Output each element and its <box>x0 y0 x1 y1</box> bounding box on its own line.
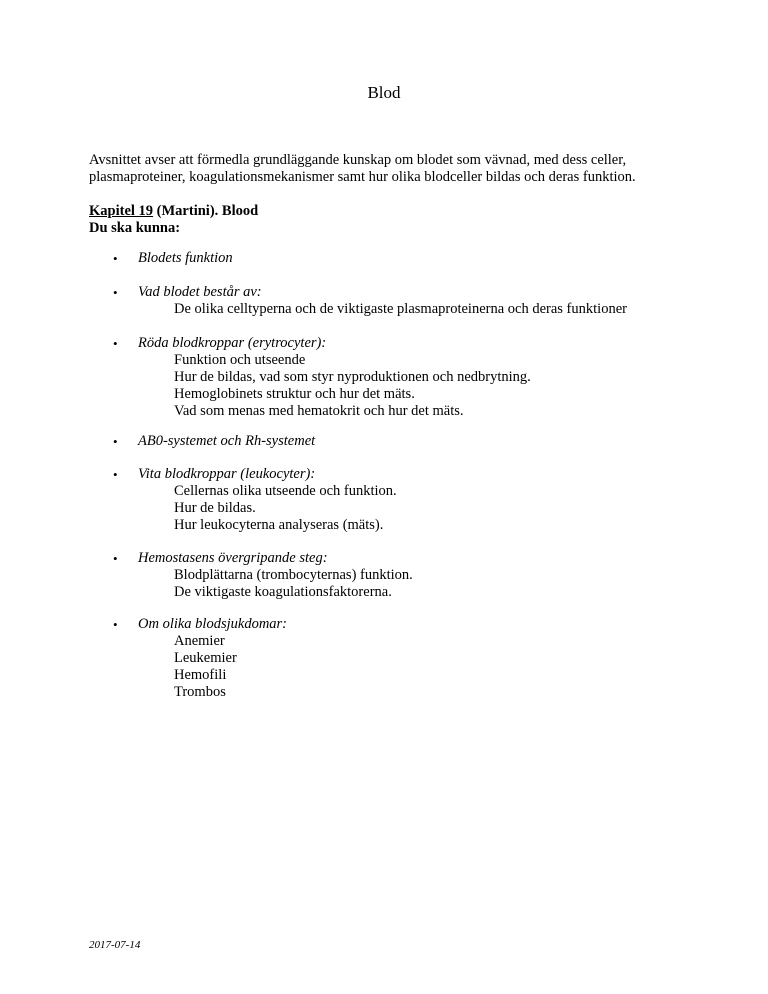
list-item: Hemoglobinets struktur och hur det mäts. <box>174 386 415 402</box>
section-items <box>174 567 413 601</box>
section-heading: Röda blodkroppar (erytrocyter): <box>138 335 327 351</box>
page-title: Blod <box>367 83 401 102</box>
list-item: Funktion och utseende <box>174 352 306 368</box>
bullet-icon: • <box>113 285 118 300</box>
footer-date: 2017-07-14 <box>89 939 141 951</box>
bullet-icon: • <box>113 467 118 482</box>
list-item: De viktigaste koagulationsfaktorerna. <box>174 584 392 600</box>
bullet-icon: • <box>113 336 118 351</box>
section-items <box>174 633 237 701</box>
must-know-heading: Du ska kunna: <box>89 220 181 236</box>
intro-text: Avsnittet avser att förmedla grundläggande kunskap om blodet som vävnad, med dess celler, plasmaproteiner, koagulationsmekanismer samt hur olika blodceller bildas och deras funktion. <box>89 152 636 185</box>
chapter-title: (Martini). Blood <box>153 203 259 219</box>
section-heading: Om olika blodsjukdomar: <box>138 616 288 632</box>
section-items <box>174 301 627 318</box>
chapter-link[interactable]: Kapitel 19 <box>89 203 154 219</box>
chapter-heading <box>89 203 258 220</box>
list-item: Cellernas olika utseende och funktion. <box>174 483 397 499</box>
list-item: Vad som menas med hematokrit och hur det mäts. <box>174 403 464 419</box>
list-item: Hemofili <box>174 667 227 683</box>
section-items <box>174 352 531 420</box>
section-heading: AB0-systemet och Rh-systemet <box>138 433 316 449</box>
section-heading: Vad blodet består av: <box>138 284 262 300</box>
section-heading: Vita blodkroppar (leukocyter): <box>138 466 316 482</box>
list-item: Hur de bildas. <box>174 500 256 516</box>
bullet-icon: • <box>113 251 118 266</box>
list-item: Blodplättarna (trombocyternas) funktion. <box>174 567 413 583</box>
intro-paragraph <box>89 152 689 186</box>
list-item: De olika celltyperna och de viktigaste plasmaproteinerna och deras funktioner <box>174 301 627 317</box>
section-items <box>174 483 397 534</box>
list-item: Leukemier <box>174 650 237 666</box>
bullet-icon: • <box>113 617 118 632</box>
list-item: Trombos <box>174 684 226 700</box>
list-item: Anemier <box>174 633 225 649</box>
bullet-icon: • <box>113 434 118 449</box>
section-heading: Hemostasens övergripande steg: <box>138 550 328 566</box>
bullet-icon: • <box>113 551 118 566</box>
list-item: Hur leukocyterna analyseras (mäts). <box>174 517 384 533</box>
section-heading: Blodets funktion <box>138 250 233 266</box>
list-item: Hur de bildas, vad som styr nyproduktionen och nedbrytning. <box>174 369 531 385</box>
